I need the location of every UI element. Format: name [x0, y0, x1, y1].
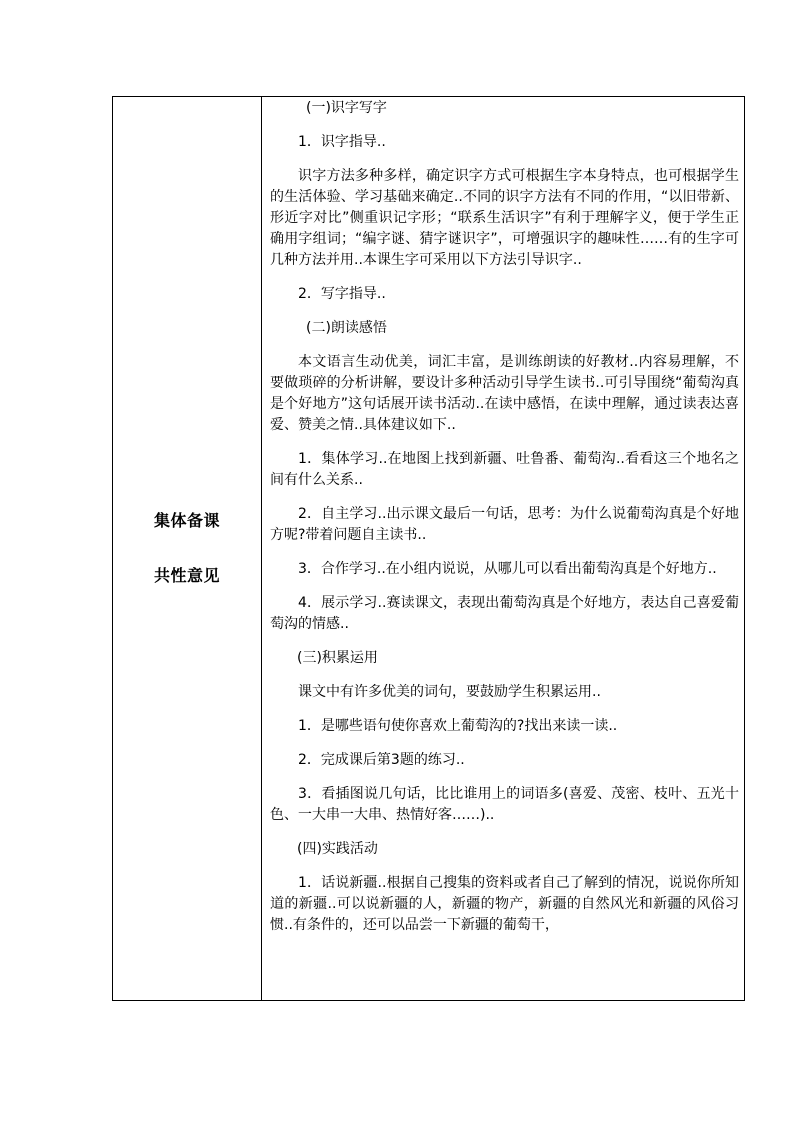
heading-practice-activity: (四)实践活动	[297, 841, 378, 857]
paragraph: 3．看插图说几句话，比比谁用上的词语多(喜爱、茂密、枝叶、五光十色、一大串一大串、热情好客……)..	[270, 786, 739, 823]
content-cell	[262, 97, 745, 1001]
paragraph: 1．识字指导..	[298, 134, 386, 150]
paragraph: 识字方法多种多样，确定识字方式可根据生字本身特点，也可根据学生的生活体验、学习基础来确定..不同的识字方法有不同的作用，“以旧带新、形近字对比”侧重识记字形；“联系生活识字”有利于理解字义，便于学生正确用字组词；“编字谜、猜字谜识字”，可增强识字的趣味性……有的生字可几种方法并用..本课生字可采用以下方法引导识字..	[270, 168, 739, 268]
paragraph: 4．展示学习..赛读课文，表现出葡萄沟真是个好地方，表达自己喜爱葡萄沟的情感..	[270, 595, 739, 632]
heading-reading-comprehension: (二)朗读感悟	[306, 320, 387, 336]
table-row	[113, 97, 745, 1001]
paragraph: 1．是哪些语句使你喜欢上葡萄沟的?找出来读一读..	[298, 718, 618, 734]
paragraph: 2．写字指导..	[298, 286, 386, 302]
section-label-collective-prep: 集体备课	[153, 511, 220, 530]
heading-literacy-writing: (一)识字写字	[306, 100, 387, 116]
paragraph: 2．自主学习..出示课文最后一句话，思考：为什么说葡萄沟真是个好地方呢?带着问题自主读书..	[270, 506, 739, 543]
lesson-plan-table	[112, 96, 745, 1001]
heading-accumulation-use: (三)积累运用	[297, 650, 378, 666]
paragraph: 2．完成课后第3题的练习..	[298, 752, 465, 768]
paragraph: 1．集体学习..在地图上找到新疆、吐鲁番、葡萄沟..看看这三个地名之间有什么关系..	[270, 451, 739, 488]
paragraph: 1．话说新疆..根据自己搜集的资料或者自己了解到的情况，说说你所知道的新疆..可以说新疆的人，新疆的物产，新疆的自然风光和新疆的风俗习惯..有条件的，还可以品尝一下新疆的葡萄干，	[270, 875, 739, 933]
section-label-common-opinion: 共性意见	[153, 566, 220, 585]
paragraph: 3．合作学习..在小组内说说，从哪儿可以看出葡萄沟真是个好地方..	[298, 561, 717, 577]
left-label-cell	[113, 97, 262, 1001]
paragraph: 本文语言生动优美，词汇丰富，是训练朗读的好教材..内容易理解，不要做琐碎的分析讲解，要设计多种活动引导学生读书..可引导围绕“葡萄沟真是个好地方”这句话展开读书活动..在读中感悟，在读中理解，通过读表达喜爱、赞美之情..具体建议如下..	[270, 354, 739, 433]
paragraph: 课文中有许多优美的词句，要鼓励学生积累运用..	[298, 684, 601, 700]
